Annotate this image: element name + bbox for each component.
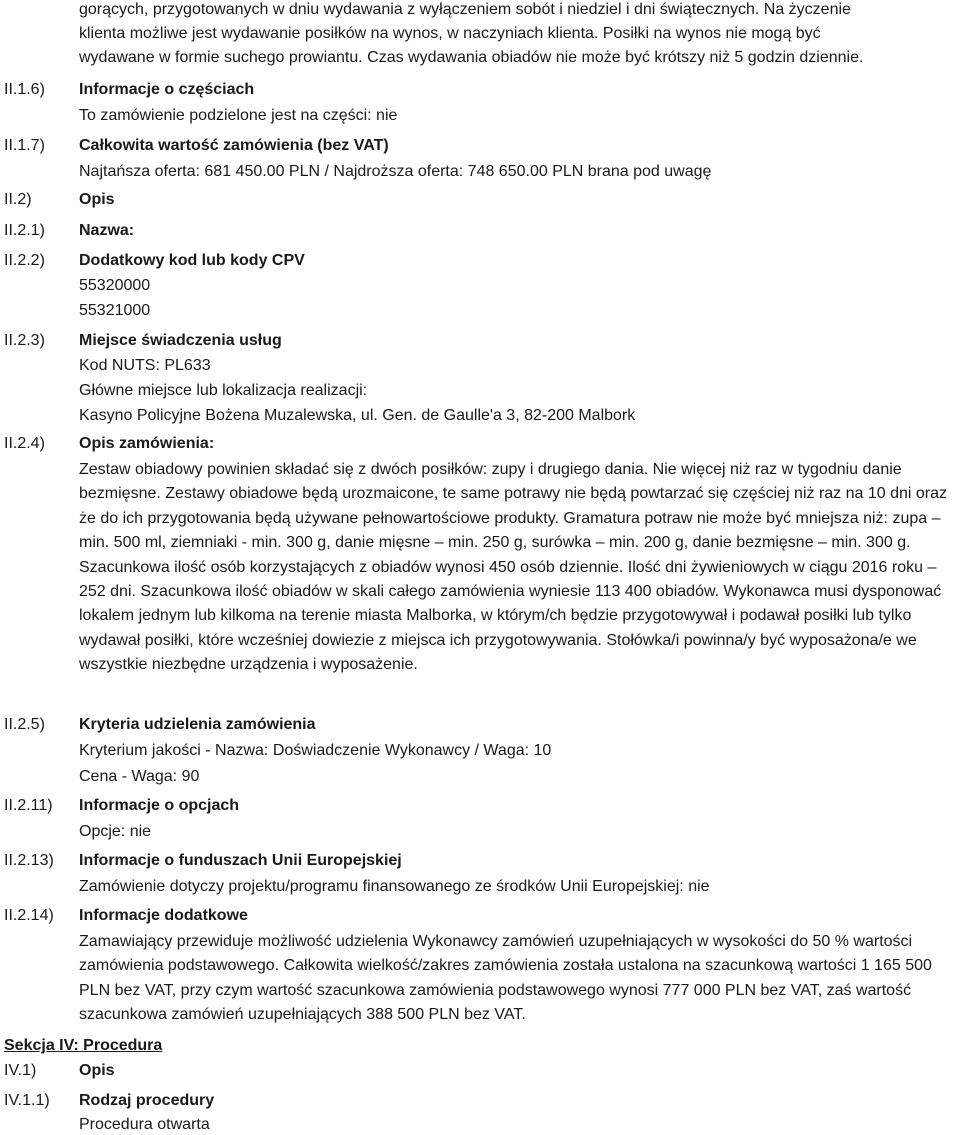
section-number: II.2.13) bbox=[4, 852, 54, 869]
section-heading: Dodatkowy kod lub kody CPV bbox=[79, 252, 305, 269]
section-number: IV.1.1) bbox=[4, 1092, 50, 1109]
section-number: II.2) bbox=[4, 191, 32, 208]
section-heading: Opis bbox=[79, 191, 115, 208]
section-heading: Informacje o funduszach Unii Europejskiej bbox=[79, 852, 402, 869]
cpv-code: 55321000 bbox=[79, 302, 151, 319]
criterion-quality: Kryterium jakości - Nazwa: Doświadczenie Wykonawcy / Waga: 10 bbox=[79, 742, 552, 759]
section-heading: Informacje o częściach bbox=[79, 81, 255, 98]
section-number: II.2.3) bbox=[4, 332, 45, 349]
section-number: IV.1) bbox=[4, 1062, 37, 1079]
section-heading: Kryteria udzielenia zamówienia bbox=[79, 716, 316, 733]
section-number: II.2.14) bbox=[4, 907, 54, 924]
section-heading: Opis bbox=[79, 1062, 115, 1079]
section-heading: Opis zamówienia: bbox=[79, 435, 215, 452]
section-text: Zestaw obiadowy powinien składać się z dwóch posiłków: zupy i drugiego dania. Nie więcej niż raz w tygodniu danie bezmięsne. Zestawy obiadowe będą urozmaicone, te same potrawy nie będą powtarzać się częściej niż raz na 10 dni oraz że do ich przygotowania będą używane pełnowartościowe produkty. Gramatura potraw nie może być mniejsza niż: zupa – min. 500 ml, ziemniaki - min. 300 g, danie mięsne – min. 250 g, surówka – min. 200 g, danie bezmięsne – min. 300 g. Szacunkowa ilość osób korzystających z obiadów wynosi 450 osób dziennie. Ilość dni żywieniowych w ciągu 2016 roku – 252 dni. Szacunkowa ilość obiadów w skali całego zamówienia wyniesie 113 400 obiadów. Wykonawca musi dysponować lokalem jednym lub kilkoma na terenie miasta Malborka, w którym/ch będzie przygotowywał i podawał posiłki lub tylko wydawał posiłki, które wcześniej dowiezie z miejsca ich przygotowywania. Stołówka/i powinna/y być wyposażona/e we wszystkie niezbędne urządzenia i wyposażenie. bbox=[79, 461, 948, 674]
intro-line: gorących, przygotowanych w dniu wydawania z wyłączeniem sobót i niedziel i dni świątecznych. Na życzenie bbox=[79, 1, 851, 18]
section-text: Zamówienie dotyczy projektu/programu finansowanego ze środków Unii Europejskiej: nie bbox=[79, 878, 710, 895]
section-title: Sekcja IV: Procedura bbox=[4, 1037, 163, 1054]
section-number: II.2.11) bbox=[4, 797, 53, 814]
cpv-code: 55320000 bbox=[79, 277, 151, 294]
section-heading: Nazwa: bbox=[79, 222, 135, 239]
intro-line: wydawane w formie suchego prowiantu. Czas wydawania obiadów nie może być krótszy niż 5 godzin dziennie. bbox=[79, 49, 864, 66]
section-heading: Całkowita wartość zamówienia (bez VAT) bbox=[79, 137, 389, 154]
section-number: II.2.4) bbox=[4, 435, 45, 452]
section-number: II.2.1) bbox=[4, 222, 45, 239]
section-number: II.2.5) bbox=[4, 716, 45, 733]
section-text: To zamówienie podzielone jest na części: nie bbox=[79, 107, 398, 124]
section-text: Zamawiający przewiduje możliwość udzielenia Wykonawcy zamówień uzupełniających w wysokości do 50 % wartości zamówienia podstawowego. Całkowita wielkość/zakres zamówienia została ustalona na szacunkową wartości 1 165 500 PLN bez VAT, przy czym wartość szacunkowa zamówienia podstawowego wynosi 777 000 PLN bez VAT, zaś wartość szacunkowa zamówień uzupełniających 388 500 PLN bez VAT. bbox=[79, 933, 932, 1024]
section-number: II.1.6) bbox=[4, 81, 45, 98]
location-address: Kasyno Policyjne Bożena Muzalewska, ul. Gen. de Gaulle'a 3, 82-200 Malbork bbox=[79, 407, 636, 424]
section-heading: Miejsce świadczenia usług bbox=[79, 332, 282, 349]
section-number: II.2.2) bbox=[4, 252, 45, 269]
criterion-price: Cena - Waga: 90 bbox=[79, 768, 200, 785]
section-text: Opcje: nie bbox=[79, 823, 152, 840]
nuts-code: Kod NUTS: PL633 bbox=[79, 357, 211, 374]
section-heading: Rodzaj procedury bbox=[79, 1092, 215, 1109]
section-text: Procedura otwarta bbox=[79, 1116, 210, 1133]
section-heading: Informacje dodatkowe bbox=[79, 907, 248, 924]
section-text: Najtańsza oferta: 681 450.00 PLN / Najdroższa oferta: 748 650.00 PLN brana pod uwagę bbox=[79, 163, 712, 180]
section-heading: Informacje o opcjach bbox=[79, 797, 240, 814]
location-label: Główne miejsce lub lokalizacja realizacji: bbox=[79, 382, 368, 399]
section-number: II.1.7) bbox=[4, 137, 45, 154]
intro-line: klienta możliwe jest wydawanie posiłków na wynos, w naczyniach klienta. Posiłki na wynos nie mogą być bbox=[79, 25, 821, 42]
